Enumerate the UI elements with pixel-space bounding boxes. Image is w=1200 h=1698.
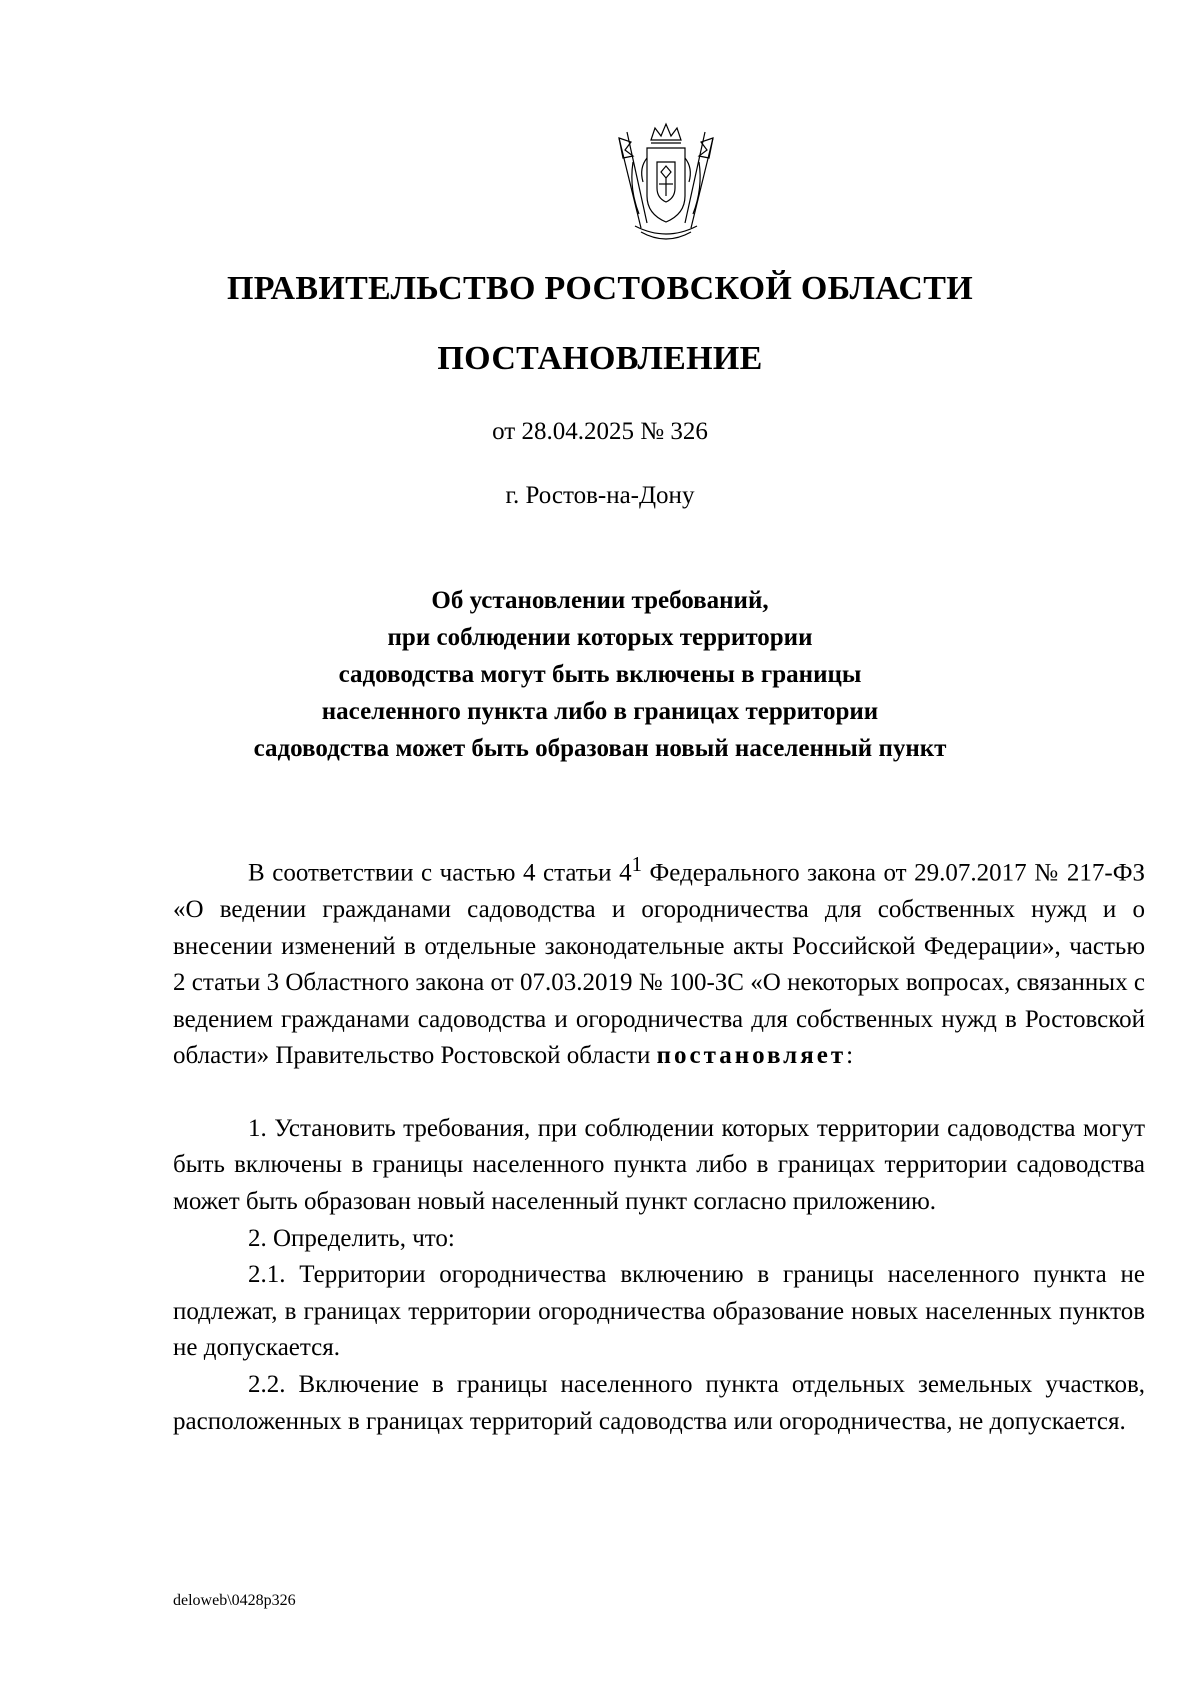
preamble-paragraph <box>173 846 1145 1075</box>
preamble-text-start: В соответствии с частью 4 статьи 4 <box>248 859 632 887</box>
document-body <box>173 846 1145 1440</box>
resolves-keyword: постановляет <box>656 1042 847 1070</box>
preamble-colon: : <box>846 1042 854 1070</box>
paragraph-2: 2. Определить, что: <box>248 1224 455 1252</box>
paragraph-1: 1. Установить требования, при соблюдении которых территории садоводства могут быть включены в границы населенного пункта либо в границах территории садоводства может быть образован новый населенный пункт согласно приложению. <box>173 1114 1145 1216</box>
article-superscript: 1 <box>631 852 642 876</box>
government-name: ПРАВИТЕЛЬСТВО РОСТОВСКОЙ ОБЛАСТИ <box>227 270 973 307</box>
document-city: г. Ростов-на-Дону <box>505 482 695 509</box>
title-line: при соблюдении которых территории <box>387 624 813 651</box>
paragraph-2-1: 2.1. Территории огородничества включению в границы населенного пункта не подлежат, в границах территории огородничества образование новых населенных пунктов не допускается. <box>173 1261 1145 1362</box>
document-type: ПОСТАНОВЛЕНИЕ <box>437 340 763 377</box>
document-title <box>0 582 1200 767</box>
title-line: садоводства может быть образован новый населенный пункт <box>253 735 947 762</box>
title-line: Об установлении требований, <box>431 587 769 614</box>
title-line: населенного пункта либо в границах территории <box>321 698 879 725</box>
coat-of-arms-icon <box>611 118 721 248</box>
document-date-number: от 28.04.2025 № 326 <box>492 418 708 445</box>
title-line: садоводства могут быть включены в границы <box>338 661 862 688</box>
paragraph-2-2: 2.2. Включение в границы населенного пункта отдельных земельных участков, расположенных в границах территорий садоводства или огородничества, не допускается. <box>173 1371 1145 1435</box>
preamble-text-main: Федерального закона от 29.07.2017 № 217-ФЗ «О ведении гражданами садоводства и огородничества для собственных нужд и о внесении изменений в отдельные законодательные акты Российской Федерации», частью 2 статьи 3 Областного закона от 07.03.2019 № 100-ЗС «О некоторых вопросах, связанных с ведением гражданами садоводства и огородничества для собственных нужд в Ростовской области» Правительство Ростовской области <box>173 859 1145 1070</box>
document-footer-code: deloweb\0428p326 <box>173 1592 296 1609</box>
